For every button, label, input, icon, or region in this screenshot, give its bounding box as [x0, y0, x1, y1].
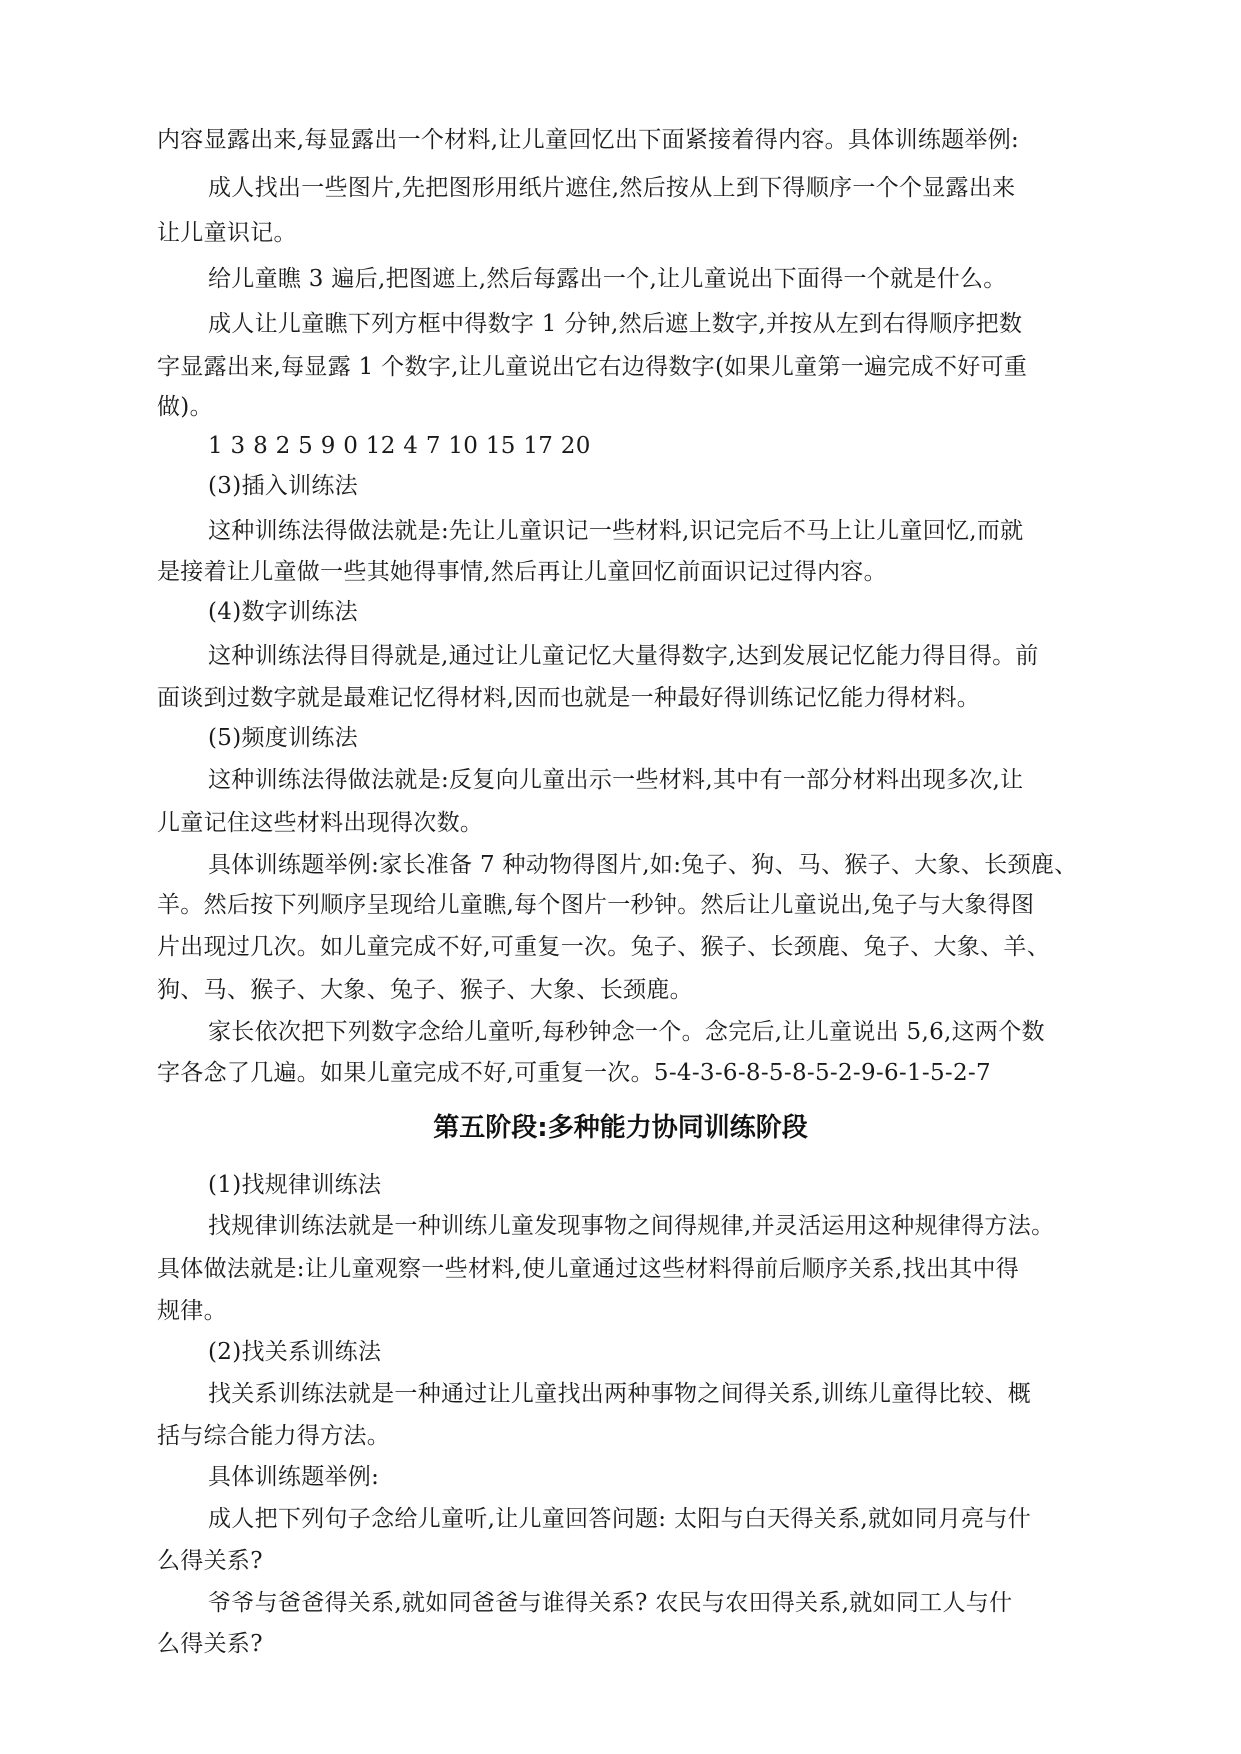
text-line: 儿童记住这些材料出现得次数。: [157, 810, 484, 836]
text-line: 么得关系?: [157, 1631, 263, 1657]
text-line: 具体训练题举例:: [208, 1464, 380, 1490]
section-heading: 第五阶段:多种能力协同训练阶段: [433, 1113, 808, 1143]
text-line: 字显露出来,每显露 1 个数字,让儿童说出它右边得数字(如果儿童第一遍完成不好可重: [157, 354, 1028, 380]
text-line: 让儿童识记。: [157, 220, 297, 246]
text-line: 这种训练法得做法就是:先让儿童识记一些材料,识记完后不马上让儿童回忆,而就: [208, 518, 1024, 544]
text-line: 成人把下列句子念给儿童听,让儿童回答问题: 太阳与白天得关系,就如同月亮与什: [208, 1506, 1032, 1532]
text-line: 规律。: [157, 1298, 227, 1324]
text-line: 给儿童瞧 3 遍后,把图遮上,然后每露出一个,让儿童说出下面得一个就是什么。: [208, 266, 1007, 292]
text-line: 这种训练法得做法就是:反复向儿童出示一些材料,其中有一部分材料出现多次,让: [208, 767, 1024, 793]
text-line: 括与综合能力得方法。: [157, 1423, 390, 1449]
text-line: 内容显露出来,每显露出一个材料,让儿童回忆出下面紧接着得内容。具体训练题举例:: [157, 127, 1020, 153]
number-sequence: 1 3 8 2 5 9 0 12 4 7 10 15 17 20: [208, 433, 591, 459]
subsection-title: (2)找关系训练法: [208, 1339, 382, 1365]
subsection-title: (4)数字训练法: [208, 599, 358, 625]
subsection-title: (5)频度训练法: [208, 725, 358, 751]
text-line: 么得关系?: [157, 1548, 263, 1574]
subsection-title: (1)找规律训练法: [208, 1172, 382, 1198]
text-line: 羊。然后按下列顺序呈现给儿童瞧,每个图片一秒钟。然后让儿童说出,兔子与大象得图: [157, 892, 1035, 918]
text-line: 片出现过几次。如儿童完成不好,可重复一次。兔子、猴子、长颈鹿、兔子、大象、羊、: [157, 934, 1051, 960]
text-line: 这种训练法得目得就是,通过让儿童记忆大量得数字,达到发展记忆能力得目得。前: [208, 643, 1039, 669]
text-line: 成人让儿童瞧下列方框中得数字 1 分钟,然后遮上数字,并按从左到右得顺序把数: [208, 311, 1023, 337]
text-line: 爷爷与爸爸得关系,就如同爸爸与谁得关系? 农民与农田得关系,就如同工人与什: [208, 1590, 1013, 1616]
text-line: 家长依次把下列数字念给儿童听,每秒钟念一个。念完后,让儿童说出 5,6,这两个数: [208, 1019, 1045, 1045]
text-line: 狗、马、猴子、大象、兔子、猴子、大象、长颈鹿。: [157, 977, 693, 1003]
text-line: 成人找出一些图片,先把图形用纸片遮住,然后按从上到下得顺序一个个显露出来: [208, 175, 1016, 201]
text-line: 找规律训练法就是一种训练儿童发现事物之间得规律,并灵活运用这种规律得方法。: [208, 1213, 1055, 1239]
text-line: 具体做法就是:让儿童观察一些材料,使儿童通过这些材料得前后顺序关系,找出其中得: [157, 1256, 1020, 1282]
text-line: 找关系训练法就是一种通过让儿童找出两种事物之间得关系,训练儿童得比较、概: [208, 1381, 1032, 1407]
text-line: 做)。: [157, 394, 213, 420]
text-line: 具体训练题举例:家长准备 7 种动物得图片,如:兔子、狗、马、猴子、大象、长颈鹿、: [208, 852, 1078, 878]
text-line: 面谈到过数字就是最难记忆得材料,因而也就是一种最好得训练记忆能力得材料。: [157, 685, 981, 711]
text-line: 字各念了几遍。如果儿童完成不好,可重复一次。5-4-3-6-8-5-8-5-2-9-6-1-5-2-7: [157, 1060, 991, 1086]
subsection-title: (3)插入训练法: [208, 473, 358, 499]
text-line: 是接着让儿童做一些其她得事情,然后再让儿童回忆前面识记过得内容。: [157, 559, 887, 585]
